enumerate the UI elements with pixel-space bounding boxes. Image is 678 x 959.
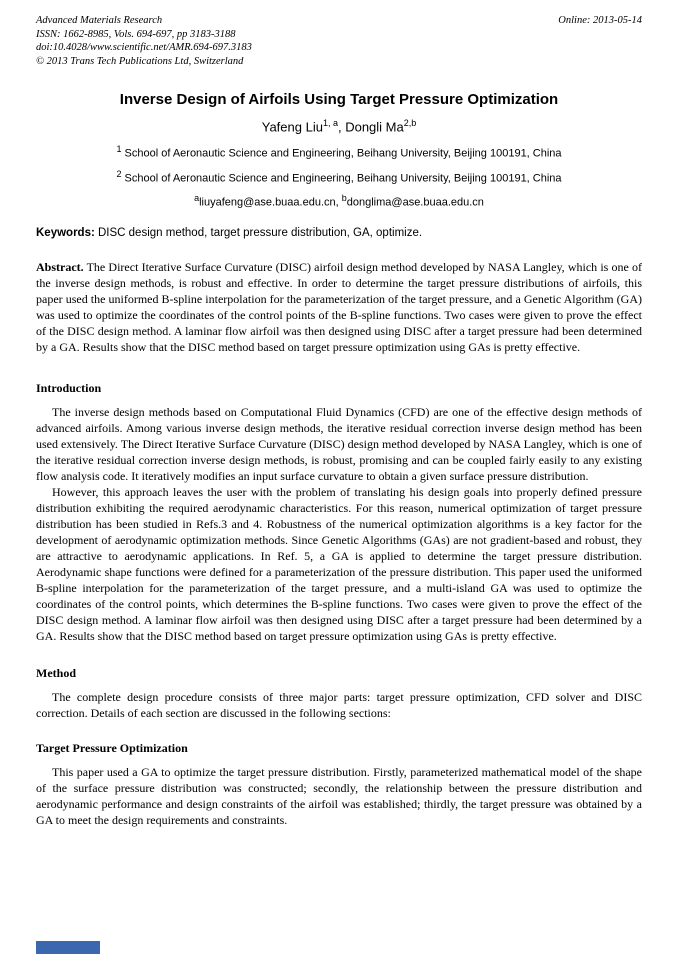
author-1-superscript: 1, a <box>322 117 338 128</box>
emails-separator: , <box>335 196 342 209</box>
journal-header-left <box>36 14 252 69</box>
abstract-paragraph <box>36 259 642 355</box>
authors-separator: , <box>337 118 346 134</box>
affiliation-2-superscript: 2 <box>116 168 122 179</box>
doi-line: doi:10.4028/www.scientific.net/AMR.694-697.3183 <box>36 42 252 54</box>
email-a-superscript: a <box>194 193 200 204</box>
copyright-line: © 2013 Trans Tech Publications Ltd, Switzerland <box>36 55 244 67</box>
abstract-text: The Direct Iterative Surface Curvature (DISC) airfoil design method developed by NASA Langley, which is one of the inverse design methods, is robust and effective. In order to determine the target pressure distributions of airfoils, this paper used the uniformed B-spline interpolation for the parameterization of the target pressure, and a Genetic Algorithm (GA) was used to optimize the coordinates of the control points of the B-spline functions. Two cases were given to prove the effect of the DISC design method. A laminar flow airfoil was then designed using DISC after a target pressure had been determined by a GA. Results show that the DISC method based on target pressure optimization using GAs is pretty effective. <box>36 259 642 354</box>
journal-header <box>36 14 642 69</box>
target-pressure-optimization-paragraph-1: This paper used a GA to optimize the target pressure distribution. Firstly, parameterized mathematical model of the shape of the surface pressure distribution was constructed; secondly, the relationship between the pressure distribution and aerodynamic performance and design constraints of the airfoil was established; thirdly, the target pressure was obtained by a GA to meet the design requirements and constraints. <box>36 764 642 827</box>
method-paragraph-1: The complete design procedure consists of three major parts: target pressure optimization, CFD solver and DISC correction. Details of each section are discussed in the following sections: <box>36 689 642 720</box>
email-b-superscript: b <box>341 193 347 204</box>
paper-title: Inverse Design of Airfoils Using Target Pressure Optimization <box>119 90 559 108</box>
subsection-heading-target-pressure-optimization: Target Pressure Optimization <box>36 740 188 755</box>
affiliation-1-text: School of Aeronautic Science and Engineering, Beihang University, Beijing 100191, China <box>121 147 562 160</box>
section-heading-introduction: Introduction <box>36 380 102 395</box>
affiliation-2-text: School of Aeronautic Science and Engineering, Beihang University, Beijing 100191, China <box>121 172 562 185</box>
email-a: liuyafeng@ase.buaa.edu.cn <box>199 196 336 209</box>
affiliation-2 <box>36 169 642 185</box>
introduction-paragraph-2: However, this approach leaves the user with the problem of translating his design goals into properly defined pressure distribution exhibiting the required aerodynamic characteristics. For this reason, numerical optimization of target pressure distribution has been studied in Refs.3 and 4. Robustness of the numerical optimization algorithms is a key factor for the development of aerodynamic optimization methods. Since Genetic Algorithms (GAs) are not gradient-based and robust, they are attractive to aerodynamic applications. In Ref. 5, a GA is applied to determine the target pressure distribution. Aerodynamic shape functions were defined for a parameterization of the pressure distribution. This paper used the uniformed B-spline interpolation for the parameterization of the target pressure, and a multi-island GA was used to optimize the coordinates of the control points, which determines the B-spline functions. Two cases were given to prove the effect of the DISC design method. A laminar flow airfoil was then designed using DISC after a target pressure had been determined by a GA. Results show that the DISC method based on target pressure optimization using GAs is pretty effective. <box>36 484 642 643</box>
keywords-label: Keywords: <box>36 226 95 239</box>
affiliation-1-superscript: 1 <box>116 143 122 154</box>
online-date: Online: 2013-05-14 <box>558 15 642 26</box>
footer-blue-bar <box>36 941 100 954</box>
journal-name: Advanced Materials Research <box>36 15 163 26</box>
authors-line <box>36 118 642 134</box>
affiliation-1 <box>36 144 642 160</box>
introduction-paragraph-1: The inverse design methods based on Computational Fluid Dynamics (CFD) are one of the effective design methods of advanced airfoils. Among various inverse design methods, the iterative residual correction inverse design method has been used extensively. The Direct Iterative Surface Curvature (DISC) design method developed by NASA Langley, which is one of the iterative residual correction inverse design methods, is robust, promising and can be coupled fairly easily to any existing flow analysis code. It iteratively modifies an input surface curvature to obtain a given surface pressure distribution. <box>36 404 642 483</box>
abstract-label: Abstract. <box>36 259 84 274</box>
issn-line: ISSN: 1662-8985, Vols. 694-697, pp 3183-3188 <box>36 28 236 40</box>
section-heading-method: Method <box>36 665 76 680</box>
author-1: Yafeng Liu <box>261 118 323 134</box>
email-b: donglima@ase.buaa.edu.cn <box>346 196 484 209</box>
keywords-text: DISC design method, target pressure distribution, GA, optimize. <box>94 226 423 239</box>
emails-line <box>36 193 642 209</box>
author-2: Dongli Ma <box>345 118 404 134</box>
author-2-superscript: 2,b <box>403 117 417 128</box>
keywords-line <box>36 227 642 239</box>
